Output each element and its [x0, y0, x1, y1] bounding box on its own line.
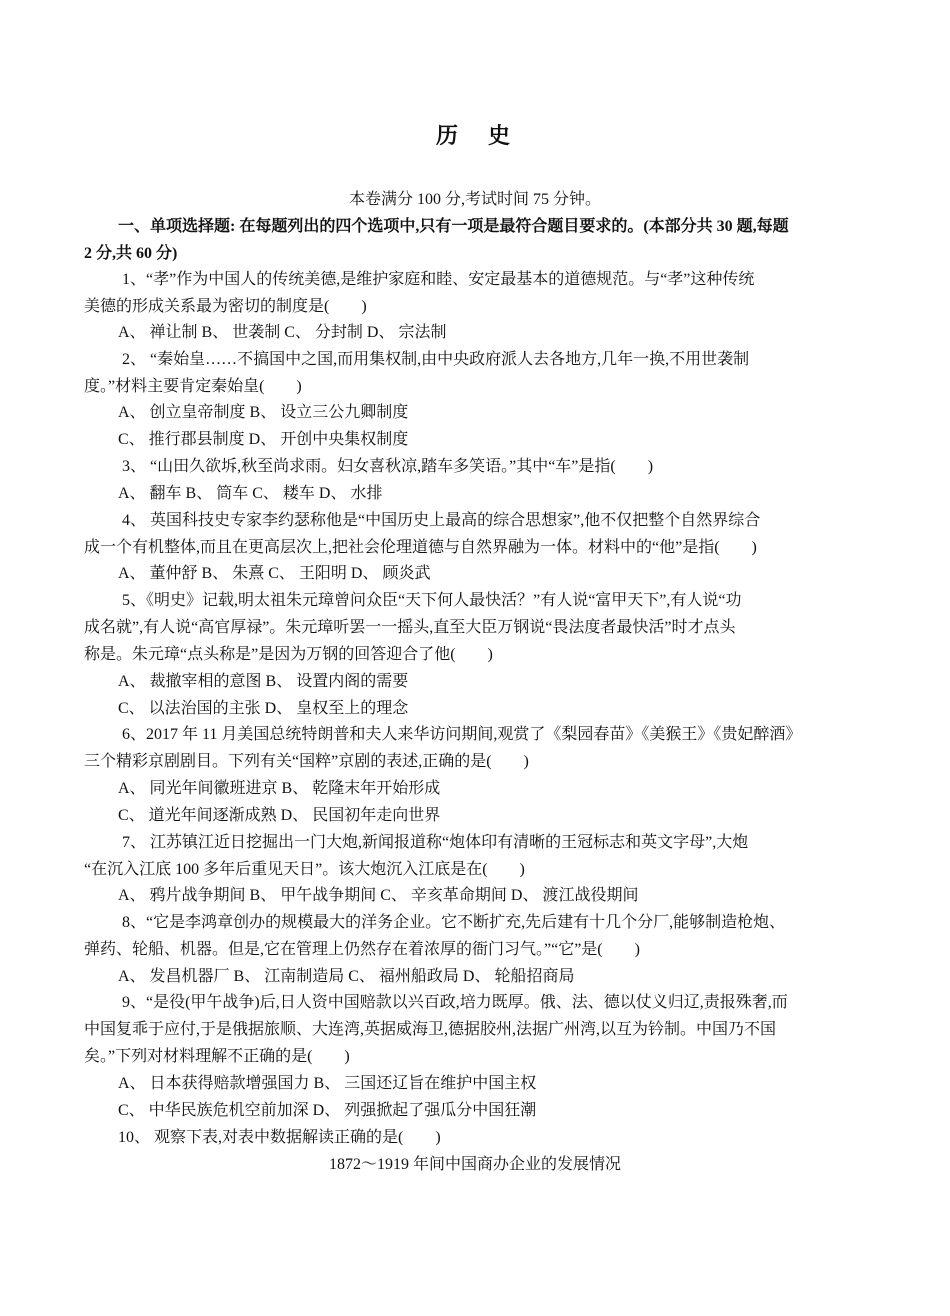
- question-7-line-2: “在沉入江底 100 多年后重见天日”。该大炮沉入江底是在( ): [84, 861, 525, 878]
- question-2-line-1: 2、 “秦始皇……不搞国中之国,而用集权制,由中央政府派人去各地方,几年一换,不用世袭制: [122, 351, 750, 368]
- question-5-options-2: C、 以法治国的主张 D、 皇权至上的理念: [118, 700, 409, 717]
- intro-text: 本卷满分 100 分,考试时间 75 分钟。: [348, 191, 601, 208]
- question-4-options: A、 董仲舒 B、 朱熹 C、 王阳明 D、 顾炎武: [118, 565, 431, 582]
- question-9-options-1: A、 日本获得赔款增强国力 B、 三国还辽旨在维护中国主权: [118, 1075, 537, 1092]
- section-header-line-2: 2 分,共 60 分): [84, 245, 178, 262]
- question-8-line-1: 8、“它是李鸿章创办的规模最大的洋务企业。它不断扩充,先后建有十几个分厂,能够制造枪炮、: [122, 914, 786, 931]
- question-9-options-2: C、 中华民族危机空前加深 D、 列强掀起了强瓜分中国狂潮: [118, 1102, 537, 1119]
- page-title: 历 史: [435, 124, 514, 149]
- question-6-options-2: C、 道光年间逐渐成熟 D、 民国初年走向世界: [118, 807, 441, 824]
- question-1-line-1: 1、“孝”作为中国人的传统美德,是维护家庭和睦、安定最基本的道德规范。与“孝”这种传统: [122, 271, 755, 288]
- question-1-options: A、 禅让制 B、 世袭制 C、 分封制 D、 宗法制: [118, 324, 447, 341]
- question-6-options-1: A、 同光年间徽班进京 B、 乾隆末年开始形成: [118, 780, 441, 797]
- question-4-line-1: 4、 英国科技史专家李约瑟称他是“中国历史上最高的综合思想家”,他不仅把整个自然界综合: [122, 512, 761, 529]
- question-2-line-2: 度。”材料主要肯定秦始皇( ): [84, 378, 302, 395]
- question-2-options-1: A、 创立皇帝制度 B、 设立三公九卿制度: [118, 404, 409, 421]
- question-9-line-3: 矣。”下列对材料理解不正确的是( ): [84, 1048, 350, 1065]
- question-5-options-1: A、 裁撤宰相的意图 B、 设置内阁的需要: [118, 673, 409, 690]
- question-5-line-2: 成名就”,有人说“高官厚禄”。朱元璋听罢一一摇头,直至大臣万钢说“畏法度者最快活”时才点头: [84, 619, 736, 636]
- question-3-line-1: 3、 “山田久欲坼,秋至尚求雨。妇女喜秋凉,踏车多笑语。”其中“车”是指( ): [122, 458, 654, 475]
- table-caption: 1872～1919 年间中国商办企业的发展情况: [328, 1156, 621, 1173]
- question-6-line-1: 6、2017 年 11 月美国总统特朗普和夫人来华访问期间,观赏了《梨园春苗》《美猴王》《贵妃醉酒》: [122, 726, 802, 743]
- question-8-line-2: 弹药、轮船、机器。但是,它在管理上仍然存在着浓厚的衙门习气。”“它”是( ): [84, 941, 640, 958]
- question-3-options: A、 翻车 B、 筒车 C、 耧车 D、 水排: [118, 485, 383, 502]
- section-header-line-1: 一、单项选择题: 在每题列出的四个选项中,只有一项是最符合题目要求的。(本部分共 30 题,每题: [118, 218, 789, 235]
- question-5-line-3: 称是。朱元璋“点头称是”是因为万钢的回答迎合了他( ): [84, 646, 493, 663]
- question-9-line-1: 9、“是役(甲午战争)后,日人资中国赔款以兴百政,培力既厚。俄、法、德以仗义归辽,责报殊奢,而: [122, 994, 788, 1011]
- question-9-line-2: 中国复乖于应付,于是俄据旅顺、大连湾,英据威海卫,德据胶州,法据广州湾,以互为钤制。中国乃不国: [84, 1021, 777, 1038]
- question-5-line-1: 5、《明史》记载,明太祖朱元璋曾问众臣“天下何人最快活？”有人说“富甲天下”,有人说“功: [122, 592, 742, 609]
- question-10-line-1: 10、 观察下表,对表中数据解读正确的是( ): [118, 1129, 441, 1146]
- question-1-line-2: 美德的形成关系最为密切的制度是( ): [84, 298, 367, 315]
- question-7-options: A、 鸦片战争期间 B、 甲午战争期间 C、 辛亥革命期间 D、 渡江战役期间: [118, 887, 639, 904]
- question-4-line-2: 成一个有机整体,而且在更高层次上,把社会伦理道德与自然界融为一体。材料中的“他”是指( ): [84, 539, 757, 556]
- question-6-line-2: 三个精彩京剧剧目。下列有关“国粹”京剧的表述,正确的是( ): [84, 753, 529, 770]
- question-8-options: A、 发昌机器厂 B、 江南制造局 C、 福州船政局 D、 轮船招商局: [118, 968, 575, 985]
- question-7-line-1: 7、 江苏镇江近日挖掘出一门大炮,新闻报道称“炮体印有清晰的王冠标志和英文字母”,大炮: [122, 834, 749, 851]
- question-2-options-2: C、 推行郡县制度 D、 开创中央集权制度: [118, 431, 409, 448]
